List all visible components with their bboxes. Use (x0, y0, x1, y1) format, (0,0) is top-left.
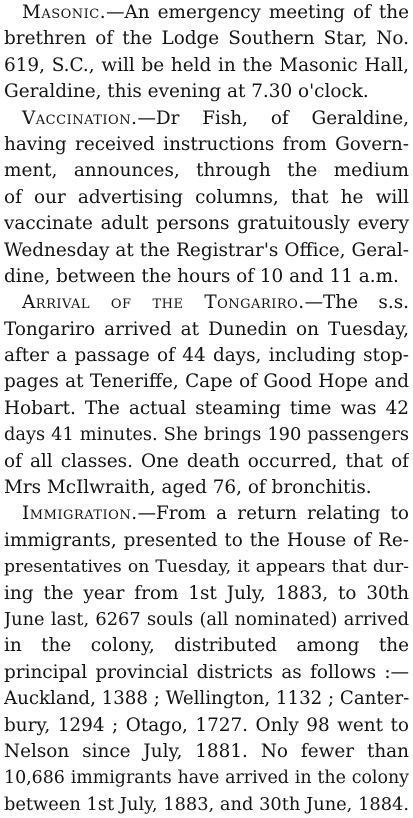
article-line: principal provincial districts as follows :— (4, 661, 409, 683)
article-line: Hobart. The actual steaming time was 42 (4, 397, 409, 419)
article-line: dine, between the hours of 10 and 11 a.m. (4, 265, 399, 287)
article-text: —From a return relating to (137, 503, 409, 525)
article-line: ing the year from 1st July, 1883, to 30th (4, 582, 409, 604)
article-line: 10,686 immigrants have arrived in the colony (4, 768, 409, 789)
article-line: days 41 minutes. She brings 190 passengers (4, 424, 409, 446)
article-masonic (4, 0, 409, 106)
article-heading: Masonic. (22, 2, 107, 23)
article-line: Geraldine, this evening at 7.30 o'clock. (4, 81, 369, 103)
article-heading: Vaccination. (22, 107, 138, 129)
article-line: Tongariro arrived at Dunedin on Tuesday, (4, 318, 409, 340)
article-heading: Immigration. (22, 503, 138, 525)
article-line: after a passage of 44 days, including stop- (4, 345, 409, 367)
article-line: presentatives on Tuesday, it appears that dur- (4, 557, 409, 578)
article-line: ment, announces, through the medium (4, 160, 409, 182)
article-text: —Dr Fish, of Geraldine, (137, 107, 409, 129)
article-line: in the colony, distributed among the (4, 635, 409, 657)
article-line: Mrs McIlwraith, aged 76, of bronchitis. (4, 477, 372, 499)
article-heading: Arrival of the Tongariro. (22, 292, 305, 314)
article-line: of our advertising columns, that he will (4, 186, 409, 208)
article-line: Nelson since July, 1881. No fewer than (4, 740, 409, 762)
article-line: between 1st July, 1883, and 30th June, 1884. (4, 793, 409, 815)
article-line: brethren of the Lodge Southern Star, No. (4, 28, 409, 50)
article-line: vaccinate adult persons gratuitously every (4, 213, 409, 235)
article-line: Auckland, 1388 ; Wellington, 1132 ; Canter- (4, 688, 409, 710)
article-text: —The s.s. (304, 292, 409, 314)
article-first-line (4, 106, 409, 132)
article-vaccination (4, 106, 409, 291)
article-line: pages at Teneriffe, Cape of Good Hope and (4, 371, 409, 393)
article-line: of all classes. One death occurred, that of (4, 450, 409, 472)
article-line: immigrants, presented to the House of Re- (4, 529, 409, 551)
article-line: June last, 6267 souls (all nominated) arrived (4, 608, 409, 630)
article-arrival-of-the-tongariro (4, 290, 409, 501)
article-line: Wednesday at the Registrar's Office, Geral- (4, 239, 409, 261)
article-first-line (4, 0, 409, 26)
article-first-line (4, 290, 409, 316)
article-line: bury, 1294 ; Otago, 1727. Only 98 went to (4, 714, 409, 736)
article-line: having received instructions from Govern- (4, 133, 409, 155)
article-line: 619, S.C., will be held in the Masonic Hall, (4, 54, 409, 76)
article-first-line (4, 501, 409, 527)
article-text: —An emergency meeting of the (106, 2, 409, 23)
article-immigration (4, 501, 409, 818)
